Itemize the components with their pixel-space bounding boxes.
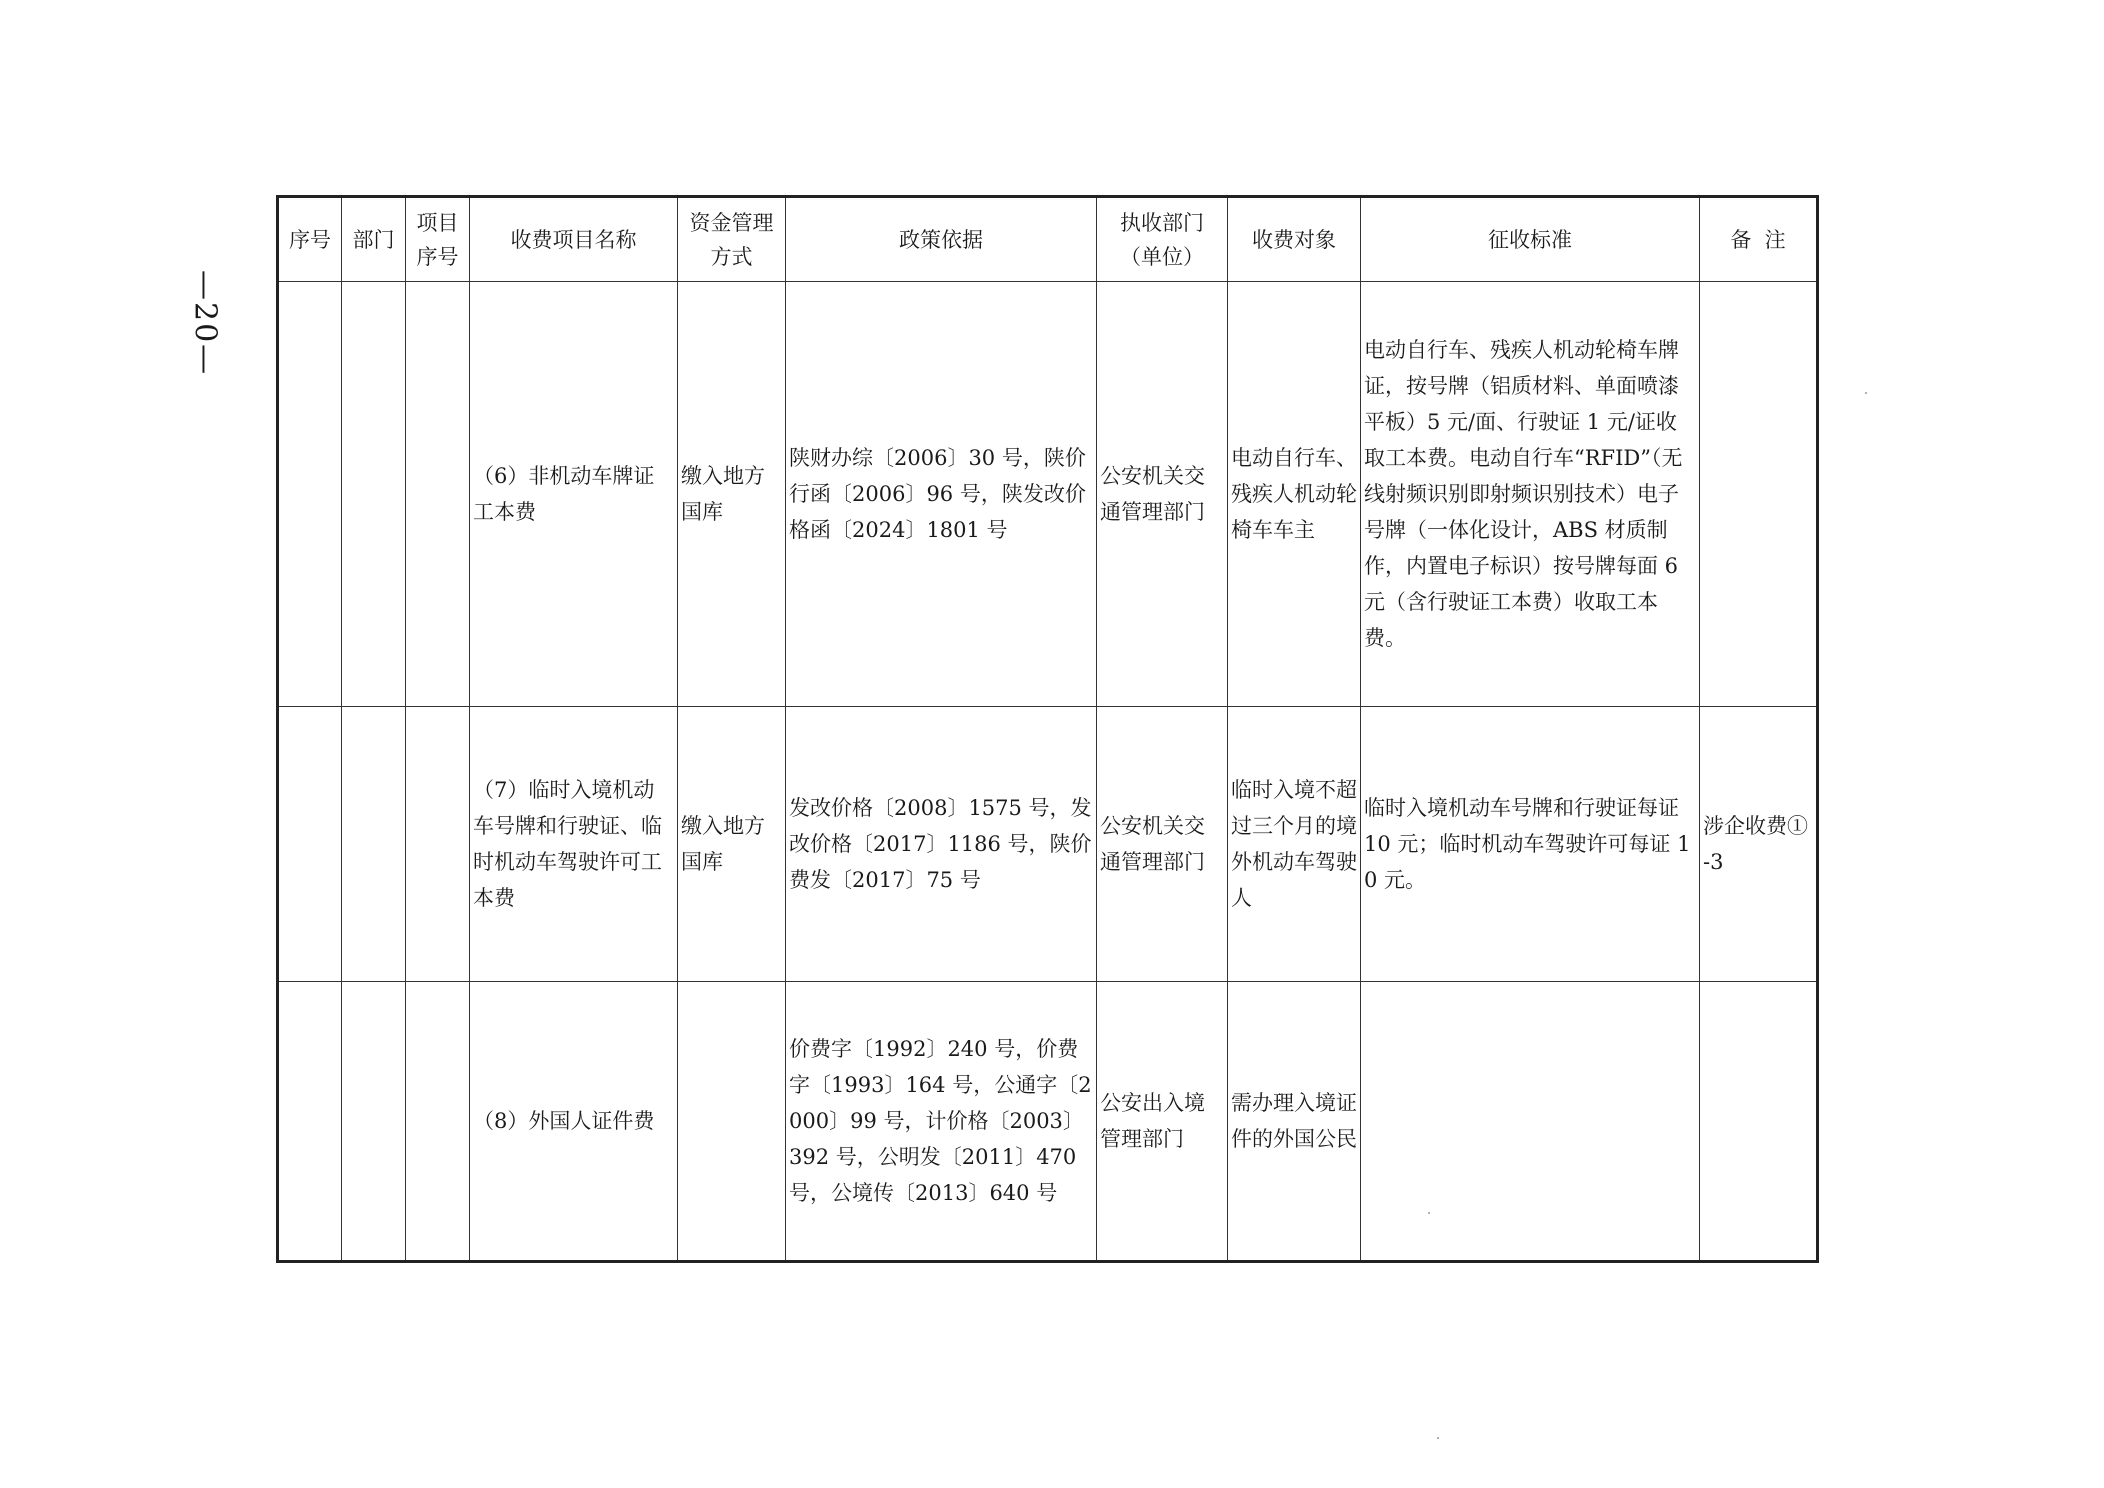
cell-remark <box>1700 982 1818 1262</box>
header-remark: 备 注 <box>1700 197 1818 282</box>
cell-standard: 电动自行车、残疾人机动轮椅车牌证，按号牌（铝质材料、单面喷漆平板）5 元/面、行驶证 1 元/证收取工本费。电动自行车“RFID”（无线射频识别即射频识别技术）电子号牌（一体化设计，ABS 材质制作，内置电子标识）按号牌每面 6 元（含行驶证工本费）收取工本费。 <box>1361 282 1700 707</box>
cell-collector: 公安出入境管理部门 <box>1097 982 1228 1262</box>
cell-item-seq <box>406 982 470 1262</box>
header-policy: 政策依据 <box>786 197 1097 282</box>
cell-fee-name: （8）外国人证件费 <box>470 982 678 1262</box>
cell-seq <box>278 282 342 707</box>
cell-fee-name: （6）非机动车牌证工本费 <box>470 282 678 707</box>
header-item-seq: 项目序号 <box>406 197 470 282</box>
table-row <box>278 282 1818 707</box>
scan-speck <box>1428 1212 1430 1214</box>
cell-collector: 公安机关交通管理部门 <box>1097 282 1228 707</box>
cell-payer: 电动自行车、残疾人机动轮椅车车主 <box>1228 282 1361 707</box>
scan-speck <box>1865 392 1867 394</box>
cell-standard <box>1361 982 1700 1262</box>
header-payer: 收费对象 <box>1228 197 1361 282</box>
cell-dept <box>342 707 406 982</box>
cell-standard: 临时入境机动车号牌和行驶证每证 10 元；临时机动车驾驶许可每证 10 元。 <box>1361 707 1700 982</box>
cell-item-seq <box>406 707 470 982</box>
table-row <box>278 707 1818 982</box>
cell-dept <box>342 982 406 1262</box>
cell-fund-mgmt: 缴入地方国库 <box>678 707 786 982</box>
cell-policy: 价费字〔1992〕240 号，价费字〔1993〕164 号，公通字〔2000〕99 号，计价格〔2003〕392 号，公明发〔2011〕470 号，公境传〔2013〕640 号 <box>786 982 1097 1262</box>
table-row <box>278 982 1818 1262</box>
cell-payer: 需办理入境证件的外国公民 <box>1228 982 1361 1262</box>
cell-fee-name: （7）临时入境机动车号牌和行驶证、临时机动车驾驶许可工本费 <box>470 707 678 982</box>
cell-dept <box>342 282 406 707</box>
cell-remark: 涉企收费①-3 <box>1700 707 1818 982</box>
cell-payer: 临时入境不超过三个月的境外机动车驾驶人 <box>1228 707 1361 982</box>
scan-speck <box>1437 1437 1439 1439</box>
cell-remark <box>1700 282 1818 707</box>
cell-seq <box>278 982 342 1262</box>
cell-policy: 发改价格〔2008〕1575 号，发改价格〔2017〕1186 号，陕价费发〔2017〕75 号 <box>786 707 1097 982</box>
header-seq: 序号 <box>278 197 342 282</box>
header-collector: 执收部门（单位） <box>1097 197 1228 282</box>
page-number: —20— <box>187 270 223 377</box>
header-dept: 部门 <box>342 197 406 282</box>
fee-table <box>276 195 1819 1263</box>
header-standard: 征收标准 <box>1361 197 1700 282</box>
cell-fund-mgmt: 缴入地方国库 <box>678 282 786 707</box>
header-fund-mgmt: 资金管理方式 <box>678 197 786 282</box>
cell-seq <box>278 707 342 982</box>
cell-policy: 陕财办综〔2006〕30 号，陕价行函〔2006〕96 号，陕发改价格函〔2024〕1801 号 <box>786 282 1097 707</box>
header-fee-name: 收费项目名称 <box>470 197 678 282</box>
header-row <box>278 197 1818 282</box>
cell-item-seq <box>406 282 470 707</box>
cell-collector: 公安机关交通管理部门 <box>1097 707 1228 982</box>
cell-fund-mgmt <box>678 982 786 1262</box>
